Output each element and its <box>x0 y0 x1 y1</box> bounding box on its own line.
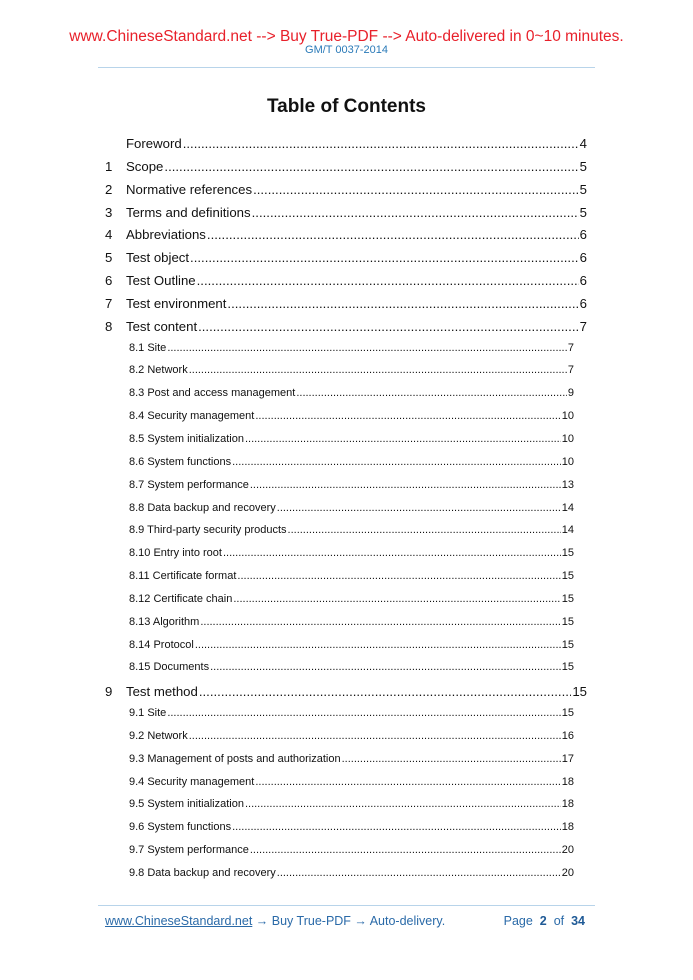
toc-entry-page: 15 <box>561 661 574 674</box>
toc-entry[interactable] <box>105 570 574 593</box>
toc-entry-page: 7 <box>567 341 574 354</box>
toc-entry[interactable] <box>105 479 574 502</box>
dot-leader <box>296 387 567 399</box>
toc-entry[interactable] <box>105 867 574 890</box>
toc-entry[interactable] <box>105 456 574 479</box>
toc-entry[interactable] <box>105 342 574 365</box>
toc-entry[interactable] <box>105 250 587 273</box>
dot-leader <box>190 250 579 265</box>
dot-leader <box>277 502 561 514</box>
toc-entry-page: 9 <box>567 387 574 400</box>
dot-leader <box>183 136 579 151</box>
dot-leader <box>253 182 579 197</box>
dot-leader <box>200 616 560 628</box>
toc-entry-page: 15 <box>561 592 574 605</box>
toc-entry-page: 18 <box>561 798 574 811</box>
toc-entry-label: 9.6 System functions <box>129 821 232 834</box>
toc-entry-label: Normative references <box>126 181 253 197</box>
toc-entry-label: 8.3 Post and access management <box>129 387 296 400</box>
toc-entry-page: 6 <box>579 273 587 289</box>
toc-entry-label: 8.5 System initialization <box>129 432 244 445</box>
dot-leader <box>233 593 560 605</box>
toc-entry-number: 8 <box>105 318 113 334</box>
toc-entry-label: 9.7 System performance <box>129 844 249 857</box>
toc-entry[interactable] <box>105 684 587 707</box>
toc-entry-page: 17 <box>561 752 574 765</box>
dot-leader <box>198 319 579 334</box>
dot-leader <box>250 844 561 856</box>
footer <box>105 914 585 928</box>
dot-leader <box>250 479 561 491</box>
toc-entry-page: 15 <box>561 707 574 720</box>
toc-entry[interactable] <box>105 182 587 205</box>
page-indicator: Page 2 of 34 <box>503 914 585 928</box>
toc-entry-label: Test environment <box>126 295 227 311</box>
toc-entry[interactable] <box>105 844 574 867</box>
standard-number: GM/T 0037-2014 <box>305 44 388 56</box>
dot-leader <box>255 776 560 788</box>
header-banner: www.ChineseStandard.net --> Buy True-PDF --> Auto-delivered in 0~10 minutes. <box>69 28 624 45</box>
toc-entry-page: 10 <box>561 410 574 423</box>
toc-entry[interactable] <box>105 364 574 387</box>
toc-entry-page: 10 <box>561 455 574 468</box>
toc-entry-page: 18 <box>561 821 574 834</box>
toc-entry[interactable] <box>105 730 574 753</box>
toc-entry-page: 5 <box>579 158 587 174</box>
dot-leader <box>255 410 560 422</box>
toc-entry[interactable] <box>105 821 574 844</box>
footer-link[interactable]: www.ChineseStandard.net <box>105 914 253 928</box>
toc-entry-page: 15 <box>561 615 574 628</box>
toc-entry-label: 9.3 Management of posts and authorization <box>129 752 341 765</box>
toc-entry[interactable] <box>105 547 574 570</box>
toc-entry-label: 8.15 Documents <box>129 661 210 674</box>
toc-entry[interactable] <box>105 410 574 433</box>
toc-entry-label: 8.14 Protocol <box>129 638 194 651</box>
dot-leader <box>223 547 561 559</box>
toc-entry-number: 7 <box>105 295 113 311</box>
toc-entry[interactable] <box>105 524 574 547</box>
toc-entry-label: 9.8 Data backup and recovery <box>129 867 276 879</box>
toc-entry-page: 15 <box>561 547 574 560</box>
toc-entry-page: 13 <box>561 478 574 491</box>
toc-entry-page: 7 <box>567 364 574 377</box>
dot-leader <box>288 524 561 536</box>
toc-entry-label: 8.2 Network <box>129 364 188 377</box>
toc-entry[interactable] <box>105 661 574 684</box>
toc-entry[interactable] <box>105 776 574 799</box>
toc-entry-page: 5 <box>579 181 587 197</box>
toc-entry-page: 16 <box>561 729 574 742</box>
dot-leader <box>252 205 579 220</box>
toc-entry[interactable] <box>105 273 587 296</box>
toc-entry-label: 8.1 Site <box>129 341 167 354</box>
dot-leader <box>245 433 561 445</box>
toc-entry-page: 20 <box>561 867 574 879</box>
toc-entry-label: 8.7 System performance <box>129 478 249 491</box>
toc-entry[interactable] <box>105 753 574 776</box>
current-page: 2 <box>539 914 547 928</box>
toc-entry-label: Test object <box>126 250 190 266</box>
dot-leader <box>189 730 561 742</box>
header-divider <box>98 67 595 68</box>
toc-entry-number: 5 <box>105 250 113 266</box>
toc-entry-page: 4 <box>579 136 587 151</box>
dot-leader <box>164 159 578 174</box>
toc-entry-label: 9.5 System initialization <box>129 798 244 811</box>
toc-entry-number: 1 <box>105 158 113 174</box>
toc-entry[interactable] <box>105 227 587 250</box>
toc-entry-label: Abbreviations <box>126 227 206 243</box>
page-title: Table of Contents <box>266 96 427 117</box>
toc-entry-page: 15 <box>572 684 587 700</box>
dot-leader <box>232 456 561 468</box>
toc-entry[interactable] <box>105 319 587 342</box>
dot-leader <box>197 273 579 288</box>
toc-entry-label: Scope <box>126 158 164 174</box>
dot-leader <box>195 639 561 651</box>
dot-leader <box>245 798 561 810</box>
toc-entry-label: Terms and definitions <box>126 204 251 220</box>
toc-entry-label: Foreword <box>126 136 182 151</box>
toc-entry[interactable] <box>105 593 574 616</box>
toc-entry-page: 7 <box>579 318 587 334</box>
toc-entry-number: 9 <box>105 684 113 700</box>
toc-entry-number: 2 <box>105 181 113 197</box>
toc-entry-label: 9.2 Network <box>129 729 188 742</box>
toc-entry[interactable] <box>105 205 587 228</box>
toc-entry-page: 15 <box>561 638 574 651</box>
toc-entry[interactable] <box>105 502 574 525</box>
toc-entry-page: 14 <box>561 524 574 537</box>
dot-leader <box>199 684 571 699</box>
toc-entry-label: Test content <box>126 318 198 334</box>
toc-entry-label: 8.4 Security management <box>129 410 255 423</box>
dot-leader <box>237 570 560 582</box>
toc-entry[interactable] <box>105 433 574 456</box>
dot-leader <box>210 661 561 673</box>
toc-entry-number: 3 <box>105 204 113 220</box>
toc-entry[interactable] <box>105 616 574 639</box>
toc-entry-label: 8.9 Third-party security products <box>129 524 287 537</box>
toc-entry-page: 18 <box>561 775 574 788</box>
toc-entry-label: 8.11 Certificate format <box>129 570 237 583</box>
footer-text: → Buy True-PDF → Auto-delivery. <box>252 914 446 928</box>
toc-entry-label: 8.13 Algorithm <box>129 615 200 628</box>
toc-entry-page: 15 <box>561 570 574 583</box>
table-of-contents <box>105 136 587 890</box>
toc-entry-page: 20 <box>561 844 574 857</box>
toc-entry[interactable] <box>105 159 587 182</box>
toc-entry-label: 8.12 Certificate chain <box>129 592 233 605</box>
toc-entry[interactable] <box>105 296 587 319</box>
dot-leader <box>189 364 567 376</box>
toc-entry-label: 9.1 Site <box>129 707 167 720</box>
toc-entry-page: 6 <box>579 227 587 243</box>
toc-entry-number: 4 <box>105 227 113 243</box>
toc-entry-label: 8.6 System functions <box>129 455 232 468</box>
dot-leader <box>167 707 560 719</box>
toc-entry[interactable] <box>105 707 574 730</box>
toc-entry-label: Test method <box>126 684 198 700</box>
toc-entry[interactable] <box>105 798 574 821</box>
toc-entry-label: Test Outline <box>126 273 196 289</box>
toc-entry[interactable] <box>105 387 574 410</box>
total-pages: 34 <box>571 914 585 928</box>
dot-leader <box>342 753 561 765</box>
toc-entry-label: 9.4 Security management <box>129 775 255 788</box>
footer-divider <box>98 905 595 906</box>
toc-entry-page: 10 <box>561 432 574 445</box>
toc-entry-number: 6 <box>105 273 113 289</box>
dot-leader <box>167 342 567 354</box>
dot-leader <box>207 227 579 242</box>
toc-entry-page: 5 <box>579 204 587 220</box>
toc-entry[interactable] <box>105 639 574 662</box>
dot-leader <box>232 821 561 833</box>
toc-entry-label: 8.8 Data backup and recovery <box>129 501 276 514</box>
toc-entry-label: 8.10 Entry into root <box>129 547 222 560</box>
dot-leader <box>277 867 561 879</box>
toc-entry-page: 6 <box>579 295 587 311</box>
dot-leader <box>227 296 578 311</box>
toc-entry[interactable] <box>105 136 587 159</box>
toc-entry-page: 6 <box>579 250 587 266</box>
toc-entry-page: 14 <box>561 501 574 514</box>
